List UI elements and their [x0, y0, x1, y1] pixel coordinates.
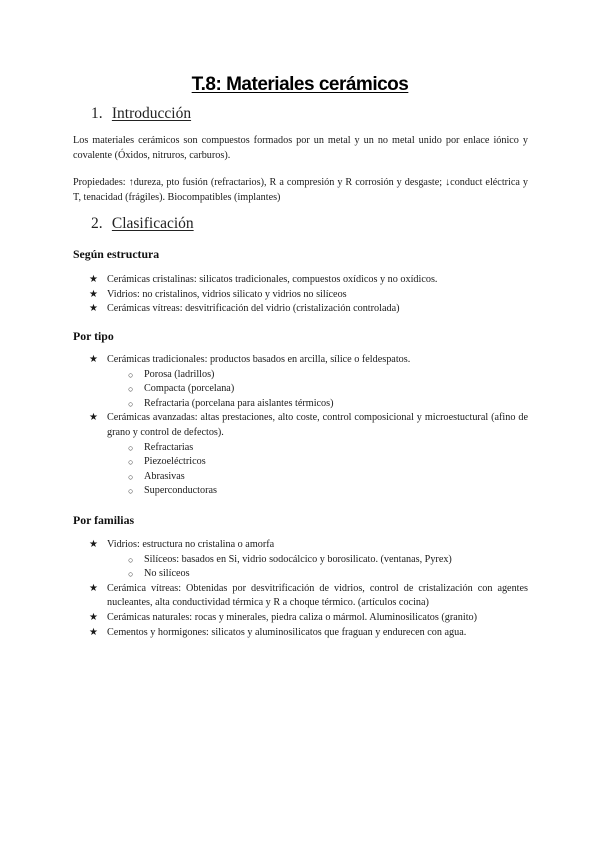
star-bullet-icon: ★: [89, 626, 98, 638]
list-item-text: Cerámicas avanzadas: altas prestaciones, alto coste, control composicional y microestuctural (afino de grano y control de defectos).: [107, 412, 528, 438]
section-number: 2.: [91, 215, 103, 232]
list-item: [73, 582, 528, 611]
sub-list-item-text: Piezoeléctricos: [144, 456, 206, 468]
sub-list-item-text: No silíceos: [144, 568, 190, 580]
circle-bullet-icon: ○: [128, 442, 134, 453]
section-title: Introducción: [111, 105, 192, 122]
sub-list-item-text: Silíceos: basados en Si, vidrio sodocálcico y borosilicato. (ventanas, Pyrex): [144, 553, 452, 565]
subheading-por-familias: Por familias: [73, 513, 135, 527]
list-item-text: Vidrios: no cristalinos, vidrios silicato y vidrios no silíceos: [107, 288, 347, 300]
sub-list-item-text: Superconductoras: [144, 485, 217, 497]
list-item: [73, 288, 528, 303]
list-item-text: Cerámicas vítreas: desvitrificación del vidrio (cristalización controlada): [107, 303, 400, 315]
list-item: [73, 273, 528, 288]
paragraph-properties: Propiedades: ↑dureza, pto fusión (refractarios), R a compresión y R corrosión y desgaste; ↓conduct eléctrica y T, tenacidad (frágiles). Biocompatibles (implantes): [73, 177, 528, 203]
star-bullet-icon: ★: [89, 274, 98, 285]
list-item: [73, 302, 528, 317]
list-item: [73, 353, 528, 368]
list-item-text: Cerámicas naturales: rocas y minerales, piedra caliza o mármol. Aluminosilicatos (granito): [107, 611, 478, 623]
section-title: Clasificación: [111, 215, 194, 232]
circle-bullet-icon: ○: [128, 471, 134, 482]
section-heading-clasificacion: [91, 215, 194, 233]
list-item-text: Cerámicas cristalinas: silicatos tradicionales, compuestos oxídicos y no oxídicos.: [107, 274, 438, 285]
properties-paragraph: [73, 176, 528, 205]
sub-list-item-text: Compacta (porcelana): [144, 383, 235, 395]
circle-bullet-icon: ○: [128, 554, 134, 565]
sub-list-item: [73, 567, 528, 582]
section-number: 1.: [91, 105, 103, 122]
star-bullet-icon: ★: [89, 354, 98, 365]
sub-list-item-text: Porosa (ladrillos): [144, 368, 215, 380]
circle-bullet-icon: ○: [128, 569, 134, 580]
circle-bullet-icon: ○: [128, 369, 134, 380]
sub-list-item: [73, 484, 528, 499]
list-por-tipo: [73, 353, 528, 499]
star-bullet-icon: ★: [89, 288, 98, 300]
intro-paragraph: [73, 134, 528, 163]
circle-bullet-icon: ○: [128, 384, 134, 395]
subheading-segun-estructura: Según estructura: [73, 247, 160, 261]
sub-list-item: [73, 441, 528, 456]
star-bullet-icon: ★: [89, 303, 98, 315]
sub-list-item: [73, 455, 528, 470]
circle-bullet-icon: ○: [128, 457, 134, 468]
section-heading-introduccion: [91, 105, 191, 123]
circle-bullet-icon: ○: [128, 398, 134, 409]
sub-list-item: [73, 470, 528, 485]
sub-list-item: [73, 368, 528, 383]
sub-list-item-text: Refractaria (porcelana para aislantes térmicos): [144, 397, 334, 409]
sub-list-item-text: Refractarias: [144, 441, 194, 453]
list-por-familias: [73, 538, 528, 640]
star-bullet-icon: ★: [89, 412, 98, 424]
sub-list-item: [73, 553, 528, 568]
list-item: [73, 611, 528, 626]
list-item-text: Cementos y hormigones: silicatos y aluminosilicatos que fraguan y endurecen con agua.: [107, 626, 467, 638]
sub-list-item: [73, 397, 528, 412]
list-item-text: Cerámica vítreas: Obtenidas por desvitrificación de vidrios, control de cristalización con agentes nucleantes, alta conductividad térmica y R a choque térmico. (artículos cocina): [107, 582, 528, 609]
star-bullet-icon: ★: [89, 611, 98, 623]
star-bullet-icon: ★: [89, 582, 98, 594]
subheading-por-tipo: Por tipo: [73, 329, 114, 343]
list-item: [73, 538, 528, 553]
list-segun-estructura: [73, 273, 528, 317]
sub-list-item: [73, 382, 528, 397]
star-bullet-icon: ★: [89, 539, 98, 550]
list-item-text: Cerámicas tradicionales: productos basados en arcilla, sílice o feldespatos.: [107, 354, 411, 365]
list-item: [73, 626, 528, 641]
paragraph-definition: Los materiales cerámicos son compuestos formados por un metal y un no metal unido por enlace iónico y covalente (Óxidos, nitruros, carburos).: [73, 135, 528, 161]
circle-bullet-icon: ○: [128, 486, 134, 497]
list-item: [73, 411, 528, 440]
page-title: T.8: Materiales cerámicos: [191, 74, 409, 95]
sub-list-item-text: Abrasivas: [144, 470, 185, 482]
list-item-text: Vidrios: estructura no cristalina o amorfa: [107, 539, 275, 550]
